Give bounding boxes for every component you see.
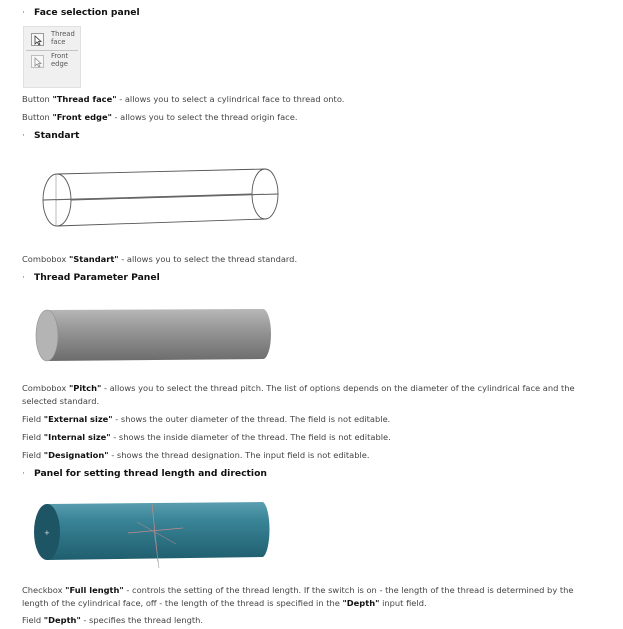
section-title-standart	[22, 130, 79, 141]
bullet: ·	[22, 7, 25, 18]
face-selection-panel	[23, 26, 81, 88]
section-title-text: Face selection panel	[34, 7, 140, 18]
panel-divider	[26, 50, 78, 51]
thread-face-button[interactable]	[31, 33, 44, 46]
desc-full-length: Checkbox "Full length" - controls the setting of the thread length. If the switch is on - the length of the thread is determined by the length of the cylindrical face, off - the length of the thread is specified in the "Depth" input field.	[22, 585, 574, 609]
section-title-thread-length	[22, 468, 267, 479]
cursor-arrow-icon	[33, 57, 44, 68]
section-title-face-selection	[22, 7, 140, 18]
desc-internal-size: Field "Internal size" - shows the inside diameter of the thread. The field is not editable.	[22, 432, 391, 442]
thread-face-label: Thread face	[51, 30, 75, 46]
gray-cylinder-illustration	[35, 308, 275, 364]
section-title-text: Panel for setting thread length and direction	[34, 468, 267, 479]
section-title-thread-parameter	[22, 272, 160, 283]
cursor-arrow-icon	[33, 35, 44, 46]
desc-depth: Field "Depth" - specifies the thread length.	[22, 615, 204, 625]
teal-cylinder-illustration	[33, 500, 273, 570]
desc-front-edge: Button "Front edge" - allows you to select the thread origin face.	[22, 112, 298, 122]
section-title-text: Standart	[34, 130, 80, 141]
front-edge-label: Front edge	[51, 52, 69, 68]
bullet: ·	[22, 130, 25, 141]
desc-designation: Field "Designation" - shows the thread designation. The input field is not editable.	[22, 450, 370, 460]
desc-pitch: Combobox "Pitch" - allows you to select the thread pitch. The list of options depends on the diameter of the cylindrical face and the selected standard.	[22, 383, 575, 407]
bullet: ·	[22, 468, 25, 479]
wireframe-cylinder-illustration	[42, 164, 282, 230]
front-edge-button[interactable]	[31, 55, 44, 68]
desc-external-size: Field "External size" - shows the outer diameter of the thread. The field is not editable.	[22, 414, 391, 424]
section-title-text: Thread Parameter Panel	[34, 272, 160, 283]
desc-standart: Combobox "Standart" - allows you to select the thread standard.	[22, 254, 298, 264]
desc-thread-face: Button "Thread face" - allows you to select a cylindrical face to thread onto.	[22, 94, 345, 104]
bullet: ·	[22, 272, 25, 283]
svg-text:+: +	[44, 529, 50, 537]
